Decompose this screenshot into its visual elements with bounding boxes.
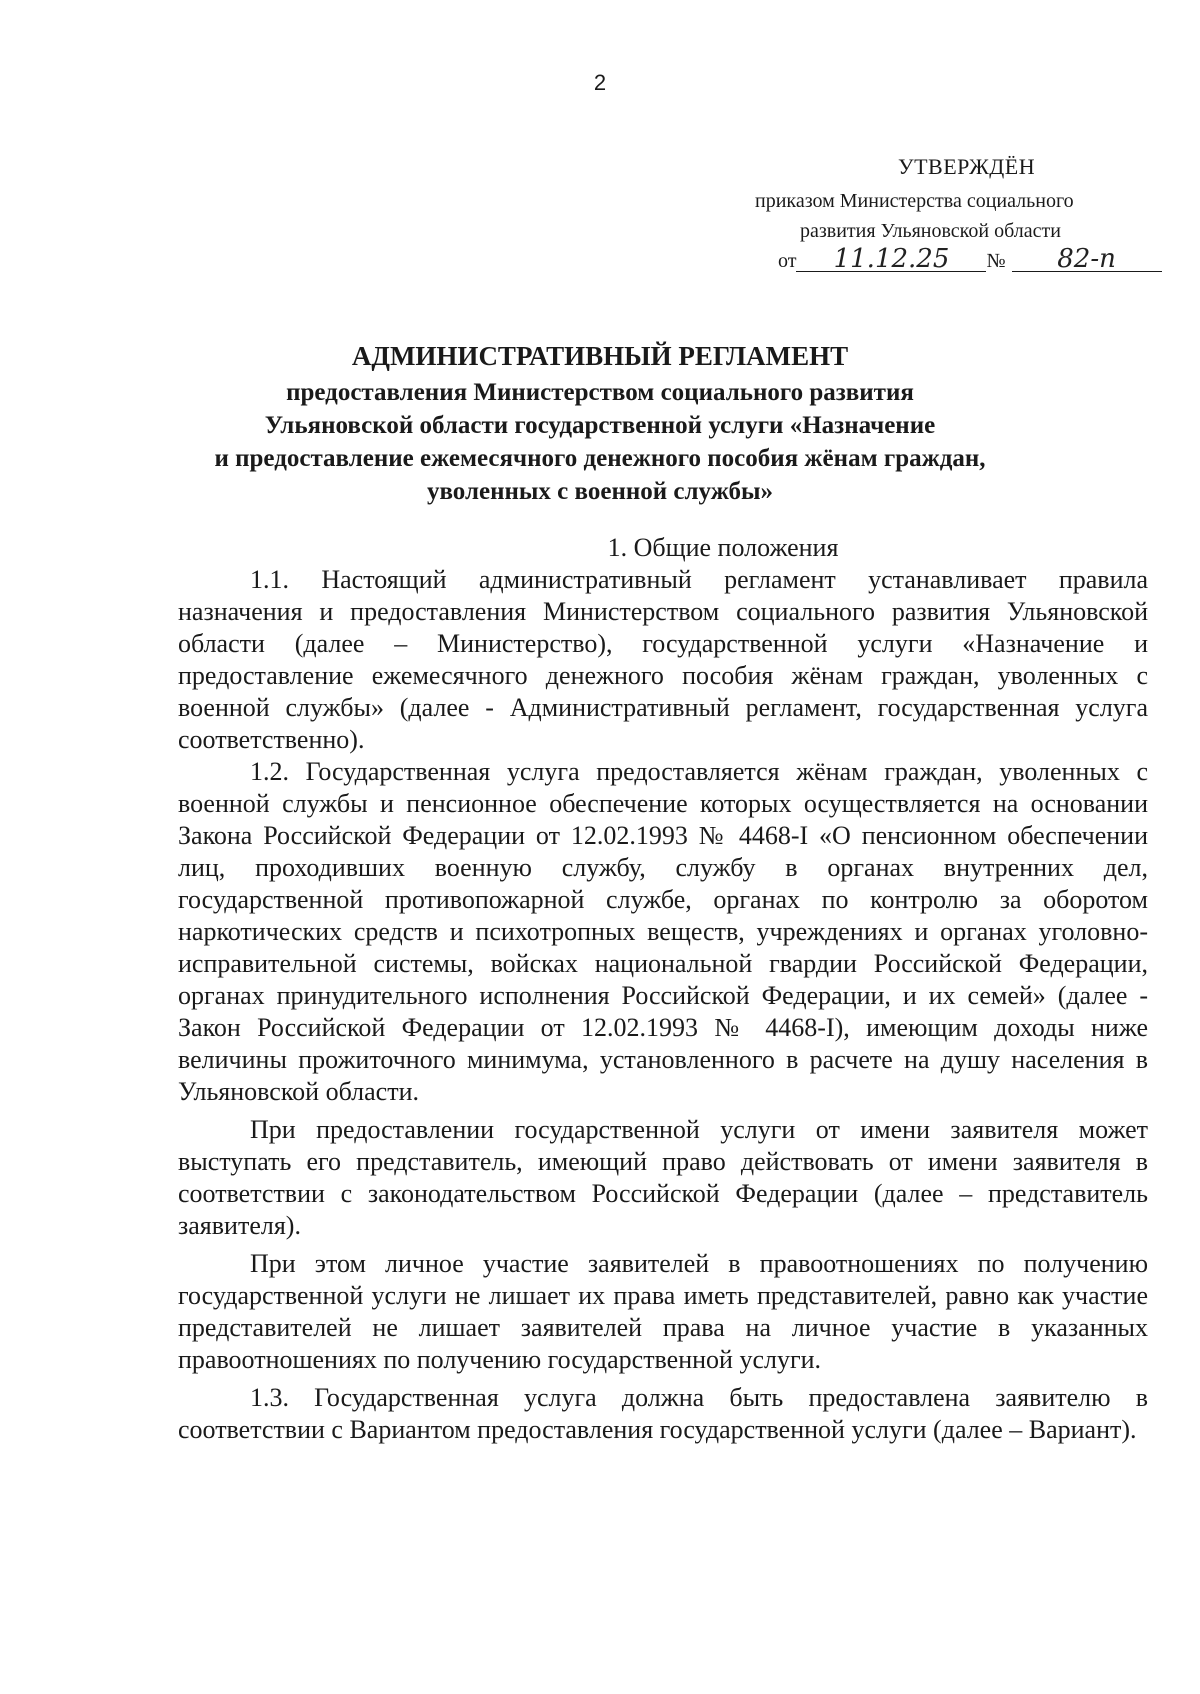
paragraph-1-2: 1.2. Государственная услуга предоставляется жёнам граждан, уволенных с военной службы и пенсионное обеспечение которых осуществляется на основании Закона Российской Федерации от 12.02.1993 № 4468-I «О пенсионном обеспечении лиц, проходивших военную службу, службу в органах внутренних дел, государственной противопожарной службе, органах по контролю за оборотом наркотических средств и психотропных веществ, учреждениях и органах уголовно-исправительной системы, войсках национальной гвардии Российской Федерации, органах принудительного исполнения Российской Федерации, и их семей» (далее - Закон Российской Федерации от 12.02.1993 № 4468-I), имеющим доходы ниже величины прожиточного минимума, установленного в расчете на душу населения в Ульяновской области.	[178, 757, 1148, 1106]
handwritten-date: 11.12.25	[796, 247, 986, 272]
approval-title: УТВЕРЖДЁН	[898, 154, 1036, 179]
approval-date-number-line	[740, 246, 1160, 276]
document-subtitle-line: Ульяновской области государственной услуги «Назначение	[264, 412, 936, 439]
document-subtitle-line: уволенных с военной службы»	[426, 478, 774, 505]
handwritten-order-number: 82-п	[1012, 247, 1162, 272]
document-title-block	[160, 338, 1040, 508]
paragraph-1-3: 1.3. Государственная услуга должна быть предоставлена заявителю в соответствии с Вариантом предоставления государственной услуги (далее – Вариант).	[178, 1383, 1148, 1444]
paragraph-representative: При предоставлении государственной услуги от имени заявителя может выступать его представитель, имеющий право действовать от имени заявителя в соответствии с законодательством Российской Федерации (далее – представитель заявителя).	[178, 1115, 1148, 1240]
approval-number-label: №	[986, 250, 1006, 272]
paragraph-1-1: 1.1. Настоящий административный регламент устанавливает правила назначения и предоставления Министерством социального развития Ульяновской области (далее – Министерство), государственной услуги «Назначение и предоставление ежемесячного денежного пособия жёнам граждан, уволенных с военной службы» (далее - Административный регламент, государственная услуга соответственно).	[178, 565, 1148, 754]
document-body	[178, 532, 1148, 1446]
approval-stamp	[740, 152, 1160, 276]
approval-ministry-line: развития Ульяновской области	[800, 220, 1061, 242]
document-subtitle-line: и предоставление ежемесячного денежного пособия жёнам граждан,	[214, 445, 986, 472]
document-title: АДМИНИСТРАТИВНЫЙ РЕГЛАМЕНТ	[351, 341, 849, 371]
page-number: 2	[593, 70, 607, 95]
paragraph-personal-participation: При этом личное участие заявителей в правоотношениях по получению государственной услуги не лишает их права иметь представителей, равно как участие представителей не лишает заявителей права на личное участие в указанных правоотношениях по получению государственной услуги.	[178, 1249, 1148, 1374]
document-subtitle-line: предоставления Министерством социального развития	[286, 379, 914, 406]
approval-order-line: приказом Министерства социального	[755, 190, 1074, 212]
approval-date-prefix: от	[778, 250, 797, 272]
section-heading: 1. Общие положения	[607, 533, 839, 562]
